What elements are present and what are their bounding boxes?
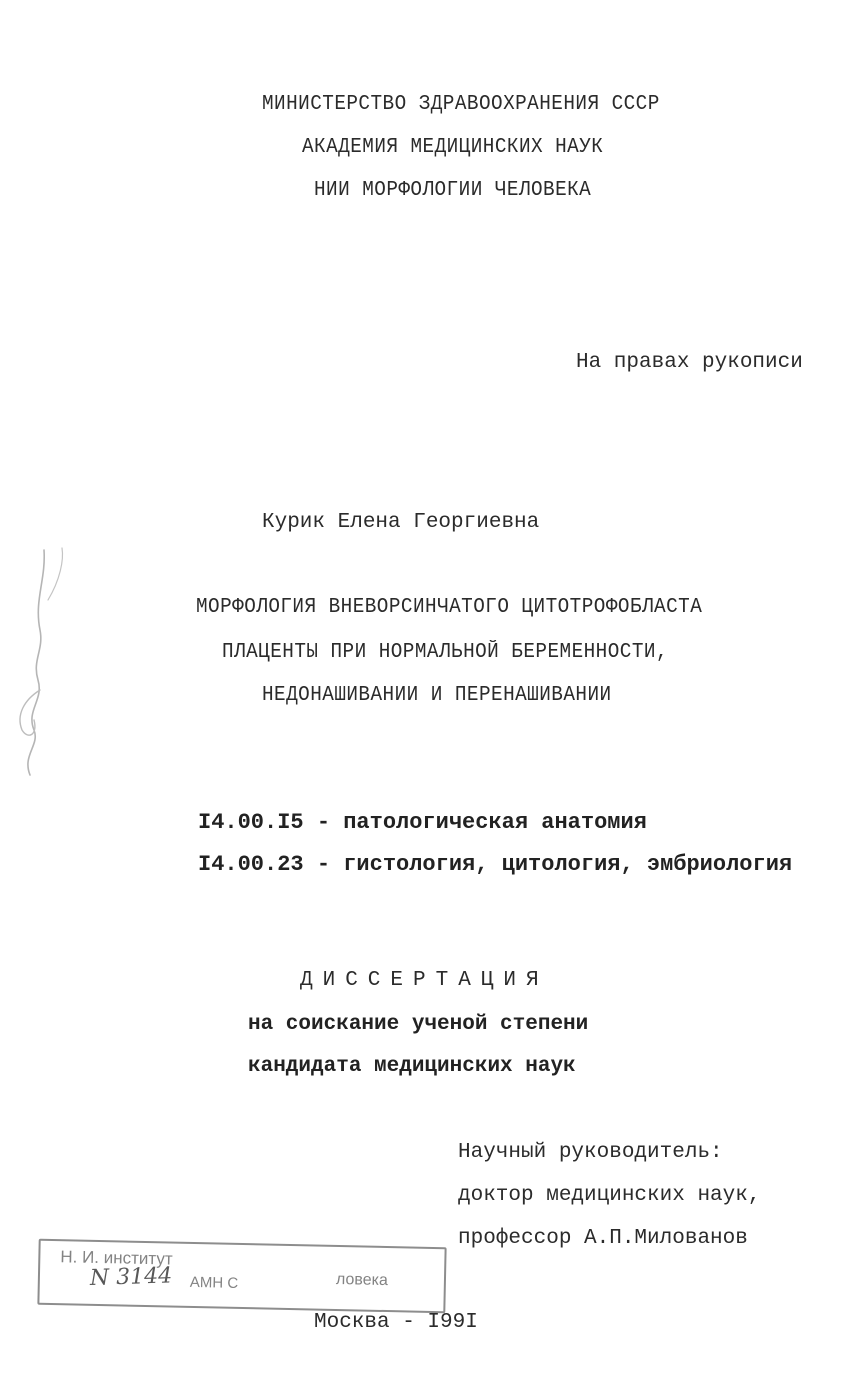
ministry-heading: МИНИСТЕРСТВО ЗДРАВООХРАНЕНИЯ СССР <box>262 93 660 116</box>
supervisor-name: профессор А.П.Милованов <box>458 1227 748 1250</box>
academy-heading: АКАДЕМИЯ МЕДИЦИНСКИХ НАУК <box>302 136 604 159</box>
degree-line-1: на соискание ученой степени <box>248 1013 589 1036</box>
dissertation-label: ДИССЕРТАЦИЯ <box>300 969 549 992</box>
thesis-title-line-2: ПЛАЦЕНТЫ ПРИ НОРМАЛЬНОЙ БЕРЕМЕННОСТИ, <box>222 641 668 664</box>
stamp-handwritten-number: N 3144 <box>89 1263 173 1291</box>
manuscript-rights-note: На правах рукописи <box>576 351 803 374</box>
degree-line-2: кандидата медицинских наук <box>248 1055 576 1078</box>
author-name: Курик Елена Георгиевна <box>262 511 540 534</box>
library-stamp <box>37 1239 446 1314</box>
city-year: Москва - I99I <box>314 1311 478 1334</box>
thesis-title-line-3: НЕДОНАШИВАНИИ И ПЕРЕНАШИВАНИИ <box>262 684 612 707</box>
stamp-institute-text-end: ловека <box>335 1270 389 1290</box>
stamp-academy-text: АМН С <box>189 1273 239 1292</box>
handwritten-signature-icon <box>4 540 74 790</box>
thesis-title-line-1: МОРФОЛОГИЯ ВНЕВОРСИНЧАТОГО ЦИТОТРОФОБЛАСТА <box>196 596 703 619</box>
specialty-code-1: I4.00.I5 - патологическая анатомия <box>198 810 647 835</box>
institute-heading: НИИ МОРФОЛОГИИ ЧЕЛОВЕКА <box>314 179 592 202</box>
supervisor-heading: Научный руководитель: <box>458 1141 723 1164</box>
stamp-institute-text: Н. И. институт <box>60 1247 173 1269</box>
supervisor-degree: доктор медицинских наук, <box>458 1184 761 1207</box>
specialty-code-2: I4.00.23 - гистология, цитология, эмбриология <box>198 852 793 877</box>
